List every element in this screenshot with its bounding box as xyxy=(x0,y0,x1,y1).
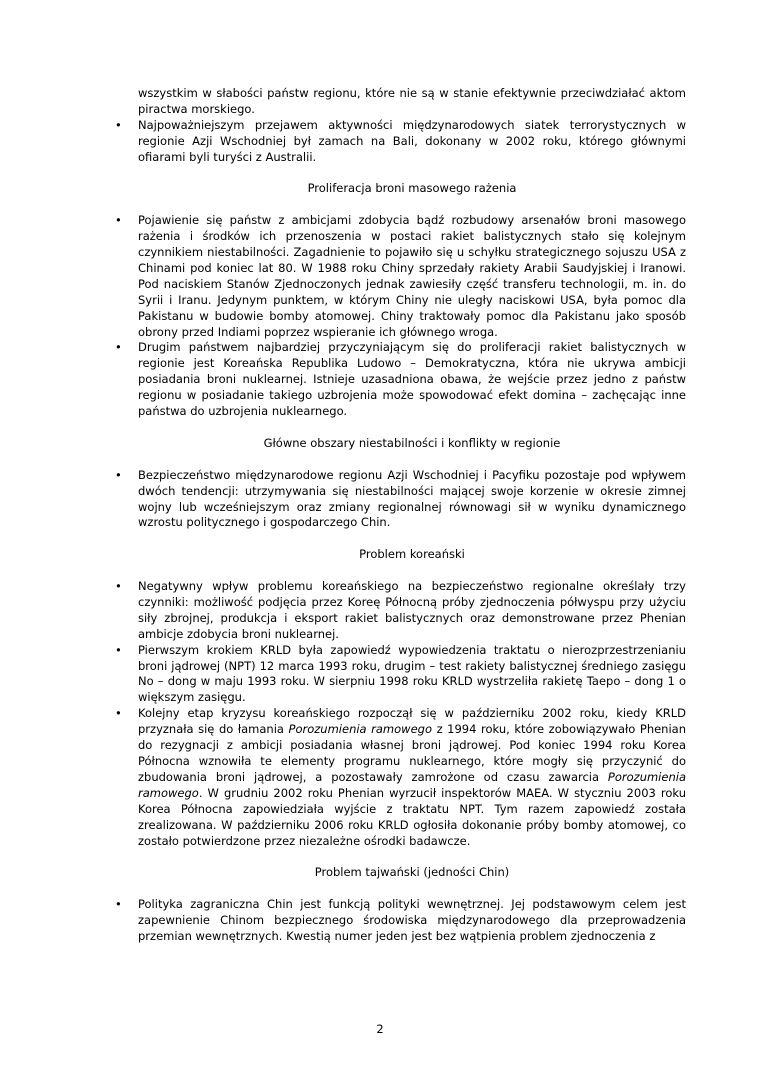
text-run: Pojawienie się państw z ambicjami zdobycia bądź rozbudowy arsenałów broni masowego rażenia i środków ich przenoszenia w postaci rakiet balistycznych stało się kolejnym czynnikiem niestabilności. Zagadnienie to pojawiło się u schyłku strategicznego sojuszu USA z Chinami pod koniec lat 80. W 1988 roku Chiny sprzedały rakiety Arabii Saudyjskiej i Iranowi. Pod naciskiem Stanów Zjednoczonych jednak zawiesiły część transferu technologii, m. in. do Syrii i Iranu. Jedynym punktem, w którym Chiny nie uległy naciskowi USA, była pomoc dla Pakistanu w budowie bomby atomowej. Chiny traktowały pomoc dla Pakistanu jako sposób obrony przed Indiami poprzez wspieranie ich głównego wroga. xyxy=(138,213,686,339)
bullet-list-item xyxy=(115,897,686,945)
bullet-list-item xyxy=(115,213,686,340)
bullet-marker: • xyxy=(115,117,122,132)
bullet-marker: • xyxy=(115,467,122,482)
text-run: Polityka zagraniczna Chin jest funkcją polityki wewnętrznej. Jej podstawowym celem jest zapewnienie Chinom bezpiecznego środowiska międzynarodowego dla przeprowadzenia przemian wewnętrznych. Kwestią numer jeden jest bez wątpienia problem zjednoczenia z xyxy=(138,897,686,943)
text-run: Proliferacja broni masowego rażenia xyxy=(307,181,517,196)
bullet-list-item xyxy=(115,467,686,532)
bullet-list-item xyxy=(115,340,686,420)
text-run: Negatywny wpływ problemu koreańskiego na bezpieczeństwo regionalne określały trzy czynniki: możliwość podjęcia przez Koreę Północną próby zjednoczenia półwyspu przy użyciu siły zbrojnej, produkcja i eksport rakiet balistycznych oraz demonstrowane przez Phenian ambicje zdobycia broni nuklearnej. xyxy=(138,579,686,641)
bullet-marker: • xyxy=(115,706,122,721)
text-run: Bezpieczeństwo międzynarodowe regionu Azji Wschodniej i Pacyfiku pozostaje pod wpływem dwóch tendencji: utrzymywania się niestabilności mającej swoje korzenie w okresie zimnej wojny lub wcześniejszym oraz zmiany regionalnej równowagi sił w wyniku dynamicznego wzrostu politycznego i gospodarczego Chin. xyxy=(138,467,686,530)
bullet-list-item xyxy=(115,642,686,707)
page-number: 2 xyxy=(376,1022,384,1036)
document-body xyxy=(115,86,686,945)
bullet-marker: • xyxy=(115,213,122,228)
text-run: Najpoważniejszym przejawem aktywności międzynarodowych siatek terrorystycznych w regionie Azji Wschodniej był zamach na Bali, dokonany w 2002 roku, którego głównymi ofiarami byli turyści z Australii. xyxy=(138,117,686,164)
text-run: Drugim państwem najbardziej przyczyniającym się do proliferacji rakiet balistycznych w regionie jest Koreańska Republika Ludowo – Demokratyczna, która nie ukrywa ambicji posiadania broni nuklearnej. Istnieje uzasadniona obawa, że wejście przez jedno z państw regionu w posiadanie takiego uzbrojenia może spowodować efekt domina – zachęcając inne państwa do uzbrojenia nuklearnego. xyxy=(138,340,686,419)
bullet-marker: • xyxy=(115,897,122,912)
text-run: Problem koreański xyxy=(359,547,465,562)
bullet-list-item xyxy=(115,706,686,849)
italic-text-run: Porozumienia ramowego xyxy=(288,722,432,737)
paragraph xyxy=(138,86,686,118)
text-run: Problem tajwański (jedności Chin) xyxy=(314,865,510,880)
section-heading xyxy=(138,181,686,197)
text-run: Pierwszym krokiem KRLD była zapowiedź wypowiedzenia traktatu o nierozprzestrzenianiu broni jądrowej (NPT) 12 marca 1993 roku, drugim – test rakiety balistycznej średniego zasięgu No – dong w maju 1993 roku. W sierpniu 1998 roku KRLD wystrzeliła rakietę Taepo – dong 1 o większym zasięgu. xyxy=(138,642,686,705)
text-run: wszystkim w słabości państw regionu, które nie są w stanie efektywnie przeciwdziałać aktom piractwa morskiego. xyxy=(138,86,686,116)
text-run: z 1994 roku, które zobowiązywało Phenian do rezygnacji z ambicji posiadania własnej broni jądrowej. Pod koniec 1994 roku Korea Północna wznowiła te elementy programu nuklearnego, które mogły się przyczynić do zbudowania broni jądrowej, a pozostawały zamrożone od czasu zawarcia xyxy=(138,722,686,784)
section-heading xyxy=(138,436,686,452)
bullet-list-item xyxy=(115,579,686,643)
bullet-marker: • xyxy=(115,642,122,657)
italic-text-run: Porozumienia ramowego xyxy=(138,769,686,800)
text-run: Główne obszary niestabilności i konflikty w regionie xyxy=(263,435,561,450)
section-heading xyxy=(138,865,686,881)
bullet-list-item xyxy=(115,117,686,166)
text-run: . W grudniu 2002 roku Phenian wyrzucił inspektorów MAEA. W styczniu 2003 roku Korea Północna zapowiedziała wyjście z traktatu NPT. Tym razem zapowiedź została zrealizowana. W październiku 2006 roku KRLD ogłosiła dokonanie próby bomby atomowej, co zostało potwierdzone przez niezależne ośrodki badawcze. xyxy=(138,785,686,848)
bullet-marker: • xyxy=(115,340,122,355)
section-heading xyxy=(138,547,686,563)
bullet-marker: • xyxy=(115,579,122,593)
text-run: Kolejny etap kryzysu koreańskiego rozpoczął się w październiku 2002 roku, kiedy KRLD przyznała się do łamania xyxy=(138,706,686,737)
